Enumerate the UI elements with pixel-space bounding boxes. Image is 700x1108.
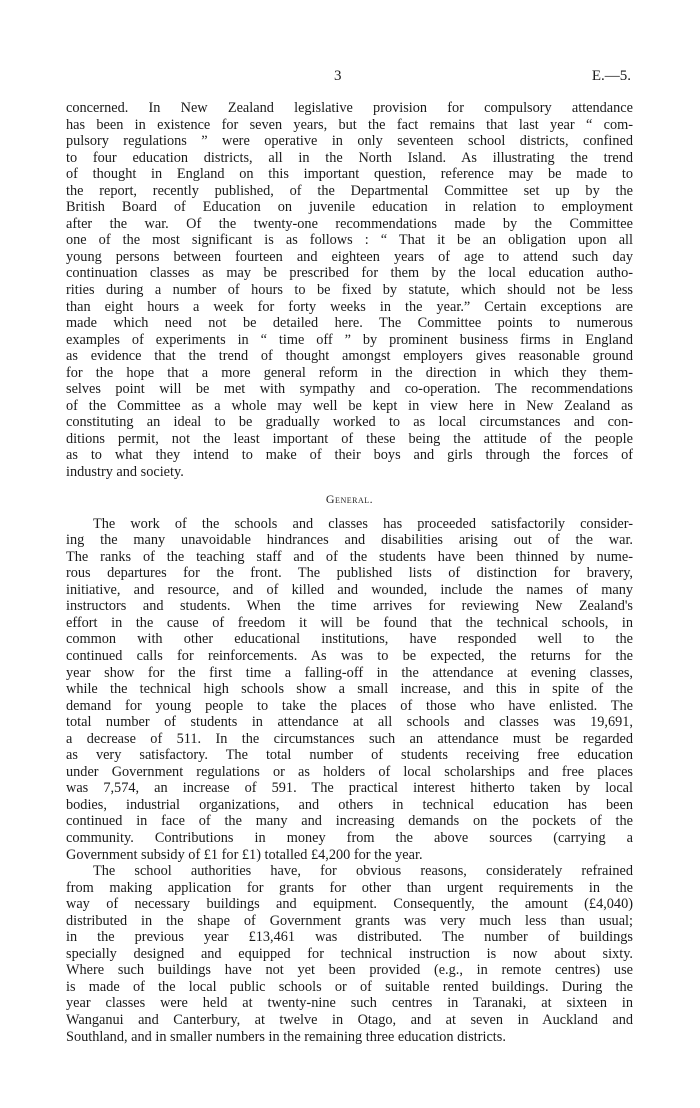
- text-line: concerned. In New Zealand legislative provision for compulsory attendance: [66, 100, 633, 116]
- text-line: continuation classes as may be prescribed for them by the local education autho-: [66, 265, 633, 282]
- text-line: initiative, and resource, and of killed and wounded, include the names of many: [66, 581, 633, 598]
- page-header: [0, 68, 700, 88]
- text-line: bodies, industrial organizations, and others in technical education has been: [66, 796, 633, 813]
- text-line: one of the most significant is as follows : “ That it be an obligation upon all: [66, 232, 633, 249]
- text-line: instructors and students. When the time arrives for reviewing New Zealand's: [66, 598, 633, 615]
- text-line: of the Committee as a whole may well be kept in view here in New Zealand as: [66, 397, 633, 414]
- text-line: continued calls for reinforcements. As was to be expected, the returns for the: [66, 647, 633, 664]
- text-line: community. Contributions in money from the above sources (carrying a: [66, 829, 633, 846]
- text-line: year show for the first time a falling-off in the attendance at evening classes,: [66, 664, 633, 681]
- text-line: the report, recently published, of the Departmental Committee set up by the: [66, 182, 633, 199]
- text-line: rous departures for the front. The published lists of distinction for bravery,: [66, 565, 633, 582]
- text-line: demand for young people to take the places of those who have enlisted. The: [66, 697, 633, 714]
- text-line: total number of students in attendance at all schools and classes was 19,691,: [66, 714, 633, 731]
- text-line: examples of experiments in “ time off ” by prominent business firms in England: [66, 331, 633, 348]
- text-line: as to what they intend to make of their boys and girls through the forces of: [66, 447, 633, 464]
- text-line: to four education districts, all in the North Island. As illustrating the trend: [66, 149, 633, 166]
- text-line: way of necessary buildings and equipment. Consequently, the amount (£4,040): [66, 896, 633, 913]
- text-line: effort in the cause of freedom it will be found that the technical schools, in: [66, 614, 633, 631]
- paragraph-general-work: [66, 516, 633, 863]
- text-line: a decrease of 511. In the circumstances such an attendance must be regarded: [66, 730, 633, 747]
- text-line: British Board of Education on juvenile education in relation to employment: [66, 199, 633, 216]
- body-text: [66, 100, 633, 1045]
- text-line: as very satisfactory. The total number of students receiving free education: [66, 747, 633, 764]
- text-line: The ranks of the teaching staff and of the students have been thinned by nume-: [66, 548, 633, 565]
- text-line: than eight hours a week for forty weeks in the year.” Certain exceptions are: [66, 298, 633, 315]
- text-line: of thought in England on this important question, reference may be made to: [66, 166, 633, 183]
- paragraph-compulsory-attendance: [66, 100, 633, 481]
- text-line: as evidence that the trend of thought amongst employers gives reasonable ground: [66, 348, 633, 365]
- text-line: is made of the local public schools or of suitable rented buildings. During the: [66, 978, 633, 995]
- text-line: distributed in the shape of Government grants was very much less than usual;: [66, 912, 633, 929]
- text-line: year classes were held at twenty-nine such centres in Taranaki, at sixteen in: [66, 995, 633, 1012]
- text-line: for the hope that a more general reform in the direction in which they them-: [66, 364, 633, 381]
- text-line: after the war. Of the twenty-one recommendations made by the Committee: [66, 215, 633, 232]
- text-line: ing the many unavoidable hindrances and disabilities arising out of the war.: [66, 532, 633, 549]
- page-number: 3: [334, 68, 342, 84]
- text-line: industry and society.: [66, 464, 184, 481]
- text-line: selves point will be met with sympathy and co-operation. The recommendations: [66, 381, 633, 398]
- text-line: in the previous year £13,461 was distributed. The number of buildings: [66, 929, 633, 946]
- text-line: Southland, and in smaller numbers in the remaining three education districts.: [66, 1028, 506, 1045]
- text-line: made which need not be detailed here. The Committee points to numerous: [66, 315, 633, 332]
- text-line: young persons between fourteen and eighteen years of age to attend such day: [66, 248, 633, 265]
- text-line: ditions permit, not the least important of these being the attitude of the people: [66, 430, 633, 447]
- text-line: from making application for grants for other than urgent requirements in the: [66, 879, 633, 896]
- text-line: Where such buildings have not yet been provided (e.g., in remote centres) use: [66, 962, 633, 979]
- text-line: rities during a number of hours to be fixed by statute, which should not be less: [66, 282, 633, 299]
- text-line: while the technical high schools show a small increase, and this in spite of the: [66, 681, 633, 698]
- text-line: Wanganui and Canterbury, at twelve in Otago, and at seven in Auckland and: [66, 1011, 633, 1028]
- text-line: specially designed and equipped for technical instruction is now about sixty.: [66, 945, 633, 962]
- text-line: was 7,574, an increase of 591. The practical interest hitherto taken by local: [66, 780, 633, 797]
- text-line: The school authorities have, for obvious reasons, considerately refrained: [93, 863, 633, 880]
- section-heading-general: General.: [325, 491, 374, 506]
- text-line: pulsory regulations ” were operative in only seventeen school districts, confined: [66, 133, 633, 150]
- text-line: has been in existence for seven years, but the fact remains that last year “ com-: [66, 116, 633, 133]
- document-reference: E.—5.: [591, 68, 631, 84]
- text-line: constituting an ideal to be gradually worked to as local circumstances and con-: [66, 414, 633, 431]
- paragraph-school-authorities: [66, 863, 633, 1045]
- text-line: The work of the schools and classes has proceeded satisfactorily consider-: [93, 515, 633, 532]
- text-line: common with other educational institutions, have responded well to the: [66, 631, 633, 648]
- text-line: continued in face of the many and increasing demands on the pockets of the: [66, 813, 633, 830]
- text-line: Government subsidy of £1 for £1) totalled £4,200 for the year.: [66, 846, 423, 863]
- text-line: under Government regulations or as holders of local scholarships and free places: [66, 763, 633, 780]
